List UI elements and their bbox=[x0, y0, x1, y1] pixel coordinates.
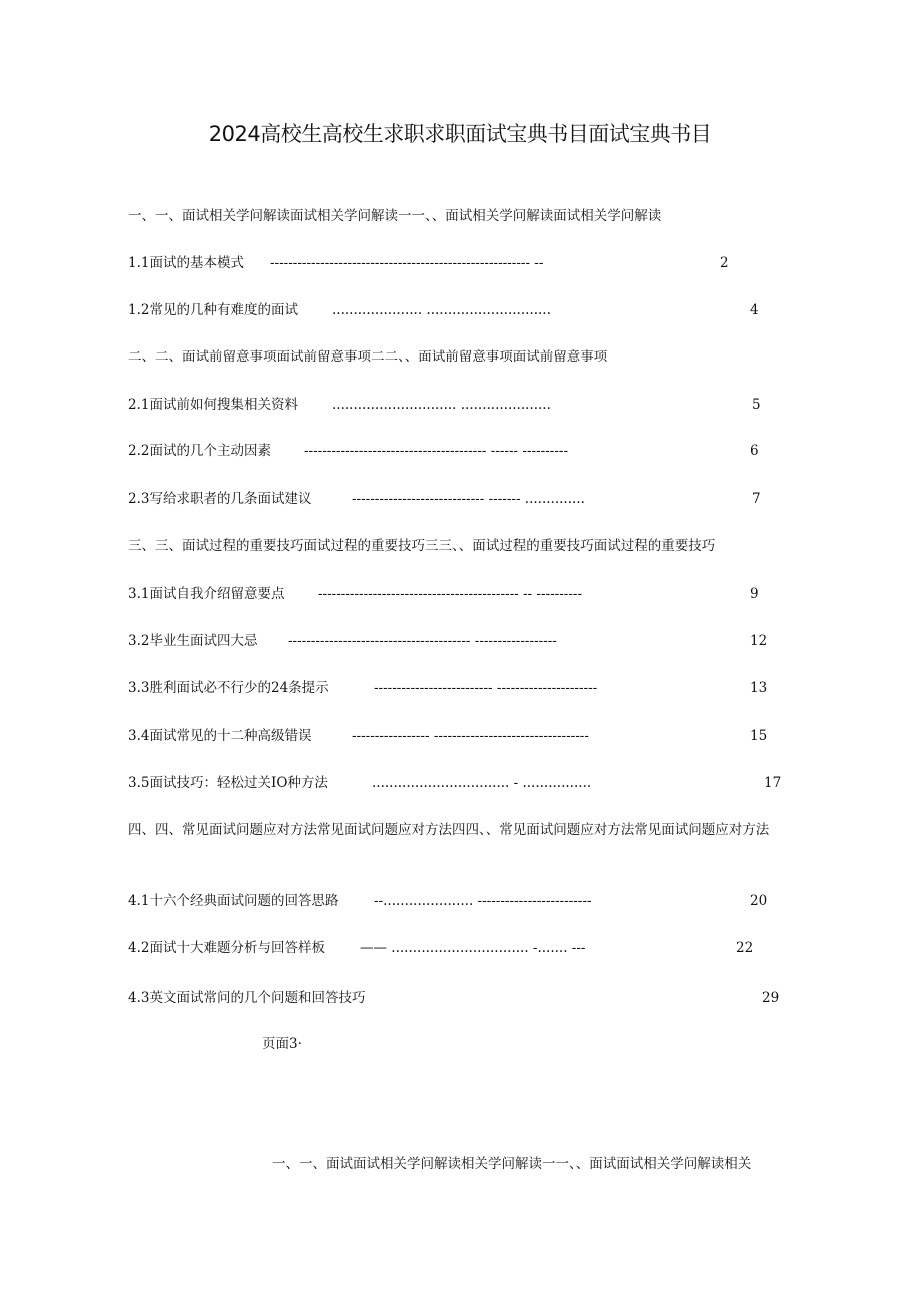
dot-leader: —— ................................ -....... --- bbox=[360, 940, 586, 956]
entry-page-number: 7 bbox=[752, 491, 761, 507]
entry-number: 1.2 bbox=[128, 302, 150, 318]
entry-title: 面试技巧：轻松过关IO种方法 bbox=[149, 775, 328, 791]
dot-leader: -------------------------------------------- -- ---------- bbox=[318, 586, 583, 602]
toc-entry-1-2[interactable] bbox=[128, 300, 768, 320]
entry-page-number: 15 bbox=[750, 728, 768, 744]
entry-number: 3.5 bbox=[128, 775, 150, 791]
document-title: 2024高校生高校生求职求职面试宝典书目面试宝典书目 bbox=[208, 122, 712, 146]
entry-title: 面试的几个主动因素 bbox=[149, 443, 271, 459]
entry-title: 英文面试常问的几个问题和回答技巧 bbox=[149, 990, 366, 1006]
dot-leader: --..................... ------------------------- bbox=[374, 893, 592, 909]
toc-entry-2-3[interactable] bbox=[128, 489, 768, 509]
dot-leader: ---------------------------------------- ------------------ bbox=[288, 633, 557, 649]
entry-number: 4.1 bbox=[128, 893, 150, 909]
entry-page-number: 29 bbox=[762, 990, 780, 1006]
entry-number: 1.1 bbox=[128, 255, 150, 271]
entry-page-number: 12 bbox=[750, 633, 768, 649]
entry-title: 常见的几种有难度的面试 bbox=[149, 302, 298, 318]
dot-leader: -------------------------- ---------------------- bbox=[374, 680, 598, 696]
entry-number: 4.3 bbox=[128, 990, 150, 1006]
toc-entry-3-3[interactable] bbox=[128, 678, 778, 698]
entry-title: 毕业生面试四大忌 bbox=[149, 633, 258, 649]
dot-leader: ----------------- ---------------------------------- bbox=[352, 728, 589, 744]
toc-entry-4-2[interactable] bbox=[128, 938, 778, 958]
section-heading-1: 一、一、面试相关学问解读面试相关学问解读一一、、面试相关学问解读面试相关学问解读 bbox=[128, 208, 662, 224]
entry-title: 面试前如何搜集相关资料 bbox=[149, 397, 298, 413]
toc-entry-4-1[interactable] bbox=[128, 891, 778, 911]
entry-page-number: 2 bbox=[720, 255, 729, 271]
toc-entry-3-1[interactable] bbox=[128, 584, 768, 604]
dot-leader: ----------------------------- ------- .............. bbox=[352, 491, 585, 507]
entry-title: 面试的基本模式 bbox=[149, 255, 244, 271]
entry-number: 3.1 bbox=[128, 586, 150, 602]
next-section-heading: 一、一、面试面试相关学问解读相关学问解读一一、、面试面试相关学问解读相关 bbox=[272, 1156, 752, 1172]
toc-entry-2-1[interactable] bbox=[128, 395, 768, 415]
dot-leader: ---------------------------------------- ------ ---------- bbox=[304, 443, 569, 459]
toc-entry-1-1[interactable] bbox=[128, 253, 748, 273]
entry-number: 2.3 bbox=[128, 491, 150, 507]
entry-number: 2.2 bbox=[128, 443, 150, 459]
toc-entry-3-4[interactable] bbox=[128, 726, 778, 746]
dot-leader: ..................... ............................. bbox=[332, 302, 551, 318]
entry-number: 2.1 bbox=[128, 397, 150, 413]
dot-leader: ................................ - ................ bbox=[372, 775, 592, 791]
entry-page-number: 6 bbox=[750, 443, 759, 459]
entry-page-number: 13 bbox=[750, 680, 768, 696]
entry-title: 十六个经典面试问题的回答思路 bbox=[149, 893, 339, 909]
section-heading-3: 三、三、面试过程的重要技巧面试过程的重要技巧三三、、面试过程的重要技巧面试过程的重要技巧 bbox=[128, 538, 716, 554]
entry-page-number: 20 bbox=[750, 893, 768, 909]
entry-title: 面试自我介绍留意要点 bbox=[149, 586, 285, 602]
entry-number: 3.4 bbox=[128, 728, 150, 744]
entry-number: 4.2 bbox=[128, 940, 150, 956]
entry-number: 3.2 bbox=[128, 633, 150, 649]
page-footer: 页面3· bbox=[262, 1036, 302, 1052]
entry-page-number: 22 bbox=[736, 940, 754, 956]
entry-title: 写给求职者的几条面试建议 bbox=[149, 491, 312, 507]
toc-entry-4-3[interactable] bbox=[128, 988, 788, 1008]
entry-number: 3.3 bbox=[128, 680, 150, 696]
entry-page-number: 17 bbox=[764, 775, 782, 791]
toc-entry-2-2[interactable] bbox=[128, 441, 768, 461]
entry-page-number: 9 bbox=[750, 586, 759, 602]
entry-title: 胜利面试必不行少的24条提示 bbox=[149, 680, 329, 696]
entry-page-number: 4 bbox=[750, 302, 759, 318]
dot-leader: ............................. ..................... bbox=[332, 397, 551, 413]
entry-page-number: 5 bbox=[752, 397, 761, 413]
section-heading-4: 四、四、常见面试问题应对方法常见面试问题应对方法四四、、常见面试问题应对方法常见面试问题应对方法 bbox=[128, 822, 770, 838]
toc-entry-3-5[interactable] bbox=[128, 773, 788, 793]
entry-title: 面试十大难题分析与回答样板 bbox=[149, 940, 325, 956]
section-heading-2: 二、二、面试前留意事项面试前留意事项二二、、面试前留意事项面试前留意事项 bbox=[128, 349, 608, 365]
toc-entry-3-2[interactable] bbox=[128, 631, 778, 651]
dot-leader: --------------------------------------------------------- -- bbox=[270, 255, 544, 271]
entry-title: 面试常见的十二种高级错误 bbox=[149, 728, 312, 744]
